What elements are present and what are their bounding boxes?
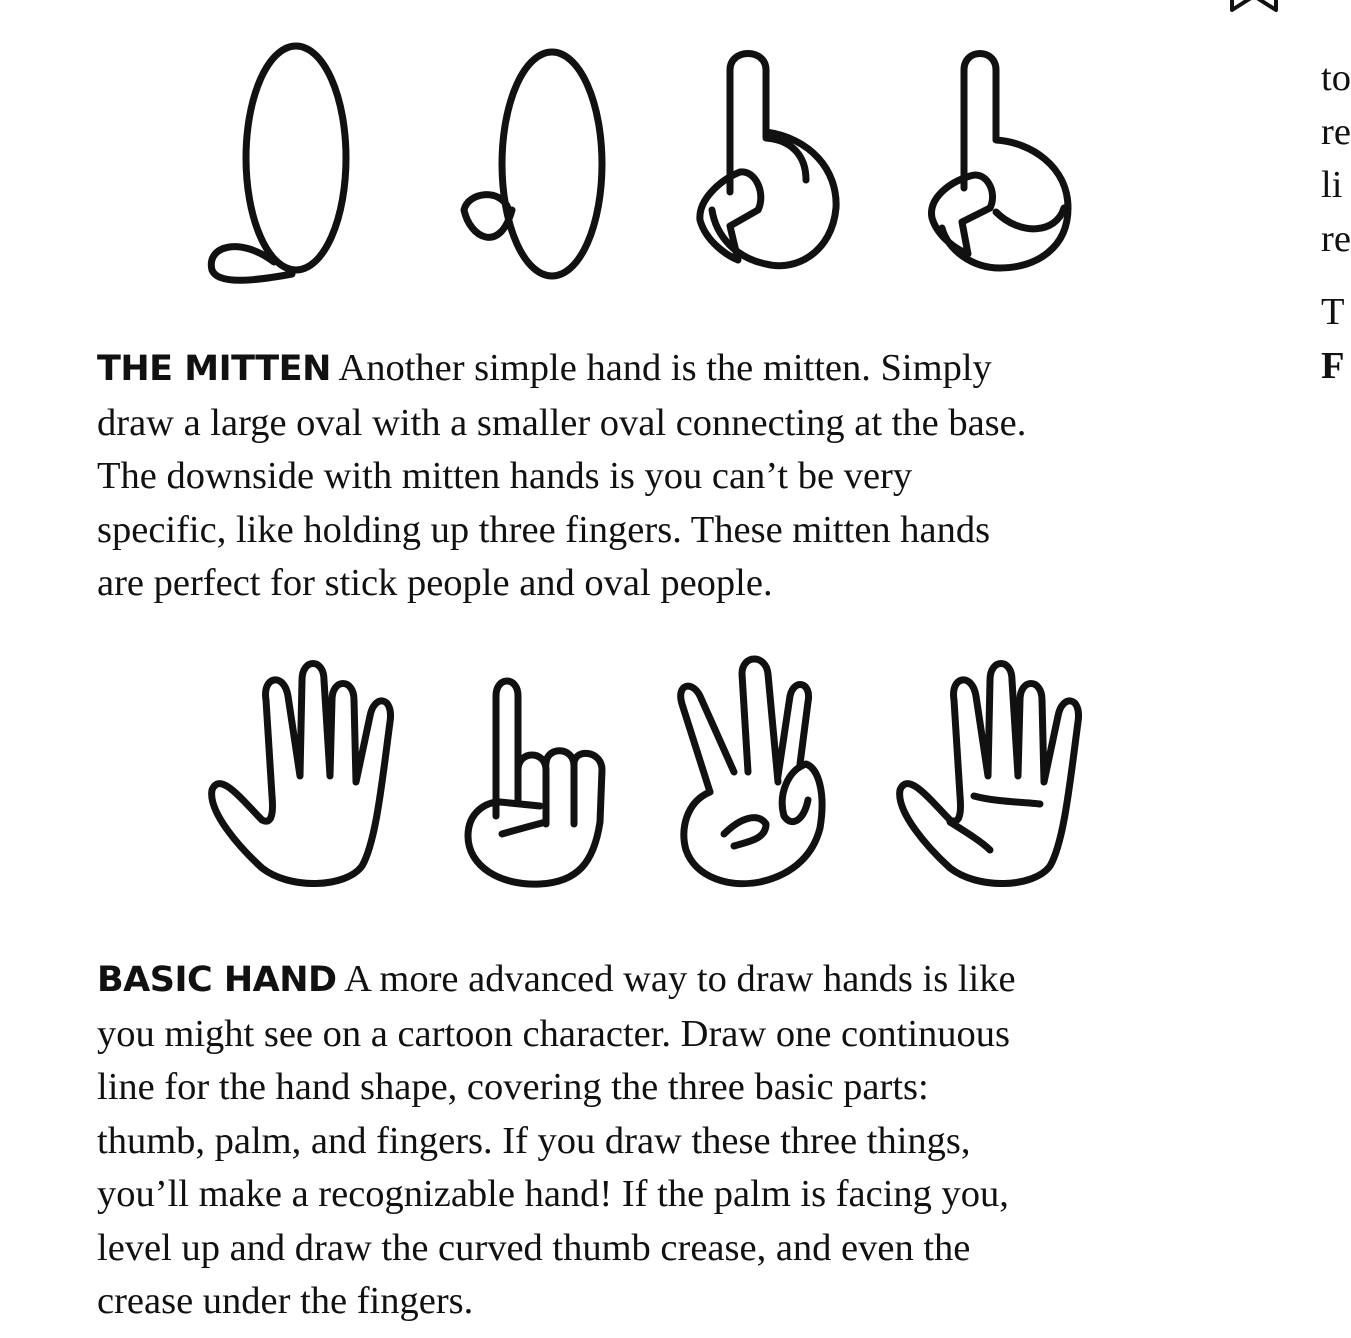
mitten-line-1: THE MITTEN Another simple hand is the mitten. Simply [97,347,992,389]
basic-hand-paragraph [97,953,1187,1329]
mitten-line-2: draw a large oval with a smaller oval connecting at the base. [97,401,1027,444]
basic-line-6: level up and draw the curved thumb crease, and even the [97,1226,971,1269]
mitten-paragraph [97,342,1187,611]
pointing-mitten-drawing-2 [932,54,1068,269]
mitten-drawing-2 [464,52,602,276]
basic-heading: BASIC HAND [97,960,337,1000]
mitten-heading: THE MITTEN [97,349,331,389]
pointing-hand-drawing [468,681,602,884]
basic-line-5: you’ll make a recognizable hand! If the palm is facing you, [97,1173,1009,1215]
three-fingers-hand-drawing [681,659,822,884]
basic-line-7: crease under the fingers. [97,1280,474,1322]
mitten-line-5: are perfect for stick people and oval people. [97,562,773,604]
open-palm-creases-drawing [900,664,1079,884]
fragment-line-3: li [1321,164,1343,206]
fragment-line-1: to [1321,57,1351,99]
mitten-line-3: The downside with mitten hands is you can’t be very [97,455,913,497]
fragment-line-2: re [1321,110,1351,153]
pointing-mitten-drawing-1 [700,54,836,266]
basic-line-2: you might see on a cartoon character. Draw one continuous [97,1012,1011,1055]
next-page-fragment [1321,52,1351,393]
basic-line-4: thumb, palm, and fingers. If you draw these three things, [97,1119,971,1162]
basic-hands-illustration [200,652,1090,902]
fragment-line-5: T [1321,291,1345,333]
mitten-line-4: specific, like holding up three fingers. These mitten hands [97,508,991,551]
basic-line-3: line for the hand shape, covering the three basic parts: [97,1066,929,1108]
mitten-hands-illustration [200,40,1080,290]
fragment-line-6: F [1321,344,1345,387]
basic-line-1: BASIC HAND A more advanced way to draw hands is like [97,958,1016,1000]
fragment-line-4: re [1321,217,1351,260]
open-hand-drawing-1 [212,664,391,884]
mitten-drawing-1 [211,46,346,280]
bookmark-icon[interactable] [1226,0,1282,19]
